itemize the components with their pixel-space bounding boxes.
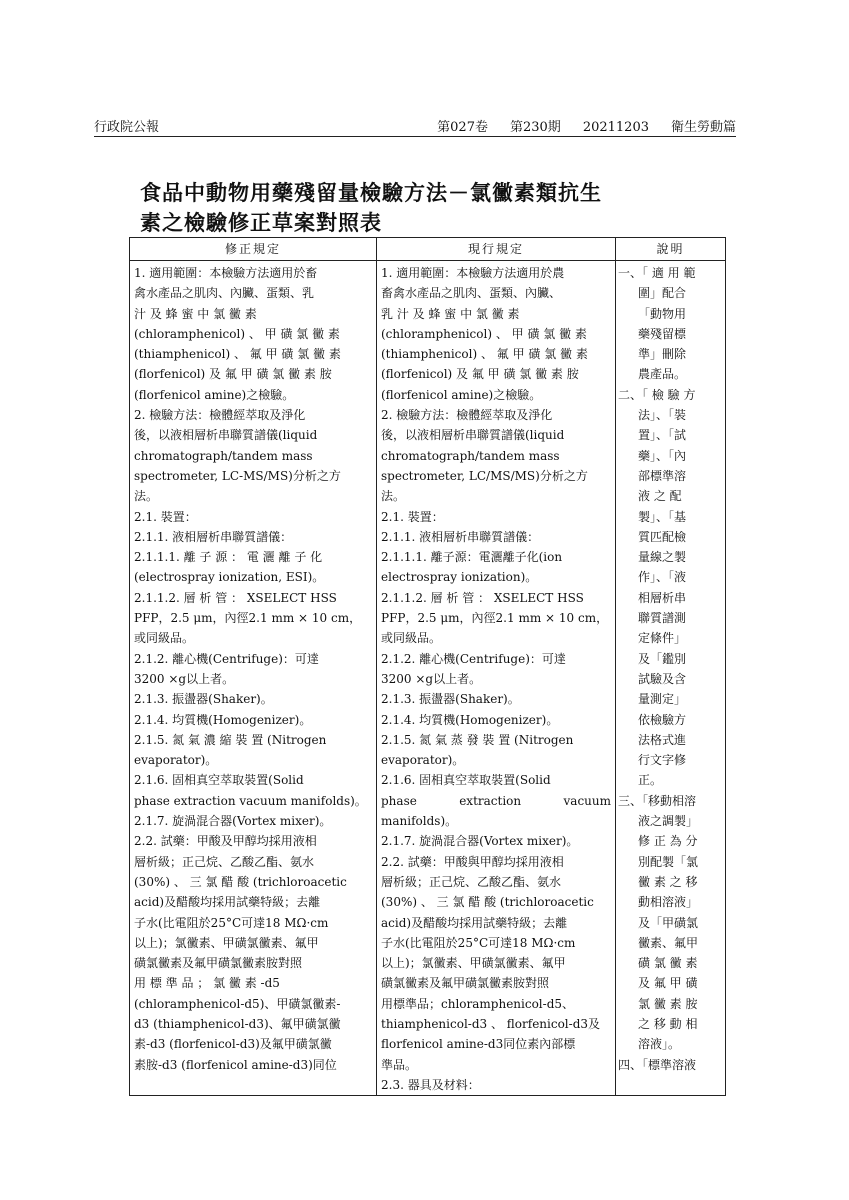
- gazette-name: 行政院公報: [94, 120, 160, 135]
- column-header-note: 說明: [616, 238, 726, 261]
- current-text-line: 1. 適用範圍：本檢驗方法適用於農: [381, 266, 565, 280]
- current-text-line: 準品。: [381, 1057, 418, 1072]
- revised-text-line: 2.1.4. 均質機(Homogenizer)。: [134, 712, 312, 727]
- revised-provisions-text: [130, 261, 376, 1075]
- revised-text-line: 素胺-d3 (florfenicol amine-d3)同位: [134, 1057, 337, 1072]
- current-text-line: 2.1.1.2. 層 析 管 ： XSELECT HSS: [381, 590, 584, 605]
- issue-number: 第230期: [509, 120, 561, 135]
- revised-text-line: 2.1.1.2. 層 析 管 ： XSELECT HSS: [134, 590, 337, 605]
- current-text-line: (30%) 、 三 氯 醋 酸 (trichloroacetic: [381, 895, 594, 910]
- revised-text-line: 2.1.3. 振盪器(Shaker)。: [134, 692, 273, 707]
- explanation-text-line: 量線之製: [638, 550, 687, 565]
- explanation-text-line: 正。: [638, 773, 663, 788]
- current-text-line: florfenicol amine-d3同位素內部標: [381, 1037, 576, 1052]
- explanation-text-line: 黴素、氟甲: [638, 935, 699, 950]
- revised-text-line: 2.1.2. 離心機(Centrifuge)：可達: [134, 651, 319, 666]
- revised-text-line: (30%) 、 三 氯 醋 酸 (trichloroacetic: [134, 874, 347, 889]
- revised-text-line: 層析級；正己烷、乙酸乙酯、氨水: [134, 854, 315, 869]
- current-text-line: (florfenicol) 及 氟 甲 磺 氯 黴 素 胺: [381, 367, 579, 382]
- explanation-cell: [616, 261, 726, 1096]
- table-body-row: [130, 261, 726, 1096]
- current-text-line: PFP，2.5 μm，內徑2.1 mm × 10 cm，: [381, 611, 609, 626]
- current-text-line: 後，以液相層析串聯質譜儀(liquid: [381, 428, 565, 443]
- current-text-line: (thiamphenicol) 、 氟 甲 磺 氯 黴 素: [381, 347, 588, 362]
- explanation-text-line: 及 氟 甲 磺: [638, 976, 698, 991]
- column-header-revised: 修正規定: [130, 238, 377, 261]
- current-text-line: 2. 檢驗方法：檢體經萃取及淨化: [381, 408, 553, 423]
- revised-text-line: phase extraction vacuum manifolds)。: [134, 793, 367, 808]
- section-name: 衛生勞動篇: [670, 120, 736, 135]
- explanation-text-line: 及「鑑別: [638, 651, 687, 666]
- current-text-line: 2.1.1.1. 離子源：電灑離子化(ion: [381, 550, 563, 565]
- revised-text-line: 汁 及 蜂 蜜 中 氯 黴 素: [134, 306, 257, 321]
- revised-text-line: 2.1.5. 氮 氣 濃 縮 裝 置 (Nitrogen: [134, 732, 327, 747]
- explanation-text-line: 行文字修: [638, 753, 687, 768]
- revised-text-line: 禽水產品之肌肉、內臟、蛋類、乳: [134, 286, 315, 301]
- explanation-text-line: 別配製「氯: [638, 854, 699, 869]
- gazette-header: [94, 116, 736, 137]
- revised-text-line: 或同級品。: [134, 631, 195, 646]
- revised-text-line: 後，以液相層析串聯質譜儀(liquid: [134, 428, 318, 443]
- revised-text-line: (florfenicol amine)之檢驗。: [134, 387, 295, 402]
- current-text-line: chromatograph/tandem mass: [381, 448, 560, 463]
- revised-text-line: 2.1. 裝置：: [134, 509, 197, 524]
- explanation-text-line: 試驗及含: [638, 671, 687, 686]
- explanation-text-line: 準」刪除: [638, 347, 687, 362]
- table-header-row: [130, 238, 726, 261]
- explanation-text-line: 農產品。: [638, 367, 687, 382]
- explanation-text-line: 相層析串: [638, 590, 687, 605]
- revised-text-line: 2.1.1.1. 離 子 源 ： 電 灑 離 子 化: [134, 550, 323, 565]
- explanation-text-line: 黴 素 之 移: [638, 874, 698, 889]
- revised-text-line: 2.1.1. 液相層析串聯質譜儀：: [134, 529, 293, 544]
- revised-text-line: 子水(比電阻於25°C可達18 MΩ·cm: [134, 915, 329, 930]
- explanation-text-line: 量測定」: [638, 692, 687, 707]
- explanation-text-line: 修 正 為 分: [638, 834, 698, 849]
- explanation-text-line: 依檢驗方: [638, 712, 687, 727]
- current-text-line: 2.1.2. 離心機(Centrifuge)：可達: [381, 651, 566, 666]
- revised-text-line: (chloramphenicol) 、 甲 磺 氯 黴 素: [134, 326, 340, 341]
- explanation-text-line: 液 之 配: [638, 489, 682, 504]
- current-text-line: thiamphenicol-d3 、 florfenicol-d3及: [381, 1016, 601, 1031]
- current-text-line: 磺氯黴素及氟甲磺氯黴素胺對照: [381, 976, 550, 991]
- explanation-text-line: 製」、「基: [638, 509, 687, 524]
- revised-text-line: 素-d3 (florfenicol-d3)及氟甲磺氯黴: [134, 1037, 332, 1052]
- current-text-line: 以上)；氯黴素、甲磺氯黴素、氟甲: [381, 956, 566, 971]
- explanation-text-line: 部標準溶: [638, 468, 687, 483]
- current-text-line: 2.1.1. 液相層析串聯質譜儀：: [381, 529, 540, 544]
- explanation-text-line: 藥」、「內: [638, 448, 687, 463]
- revised-text-line: 磺氯黴素及氟甲磺氯黴素胺對照: [134, 956, 303, 971]
- revised-text-line: 1. 適用範圍：本檢驗方法適用於畜: [134, 266, 318, 280]
- explanation-text-line: 「動物用: [638, 306, 687, 321]
- explanation-text-line: 及「甲磺氯: [638, 915, 699, 930]
- explanation-text-line: 磺 氯 黴 素: [638, 956, 698, 971]
- gazette-issue-info: [415, 116, 736, 135]
- current-text-line: electrospray ionization)。: [381, 570, 538, 585]
- revised-text-line: (electrospray ionization, ESI)。: [134, 570, 325, 585]
- revised-text-line: PFP，2.5 μm，內徑2.1 mm × 10 cm，: [134, 611, 362, 626]
- current-text-line: 法。: [381, 489, 406, 504]
- revised-text-line: (chloramphenicol-d5)、甲磺氯黴素-: [134, 996, 341, 1011]
- revised-text-line: 2.2. 試藥：甲酸及甲醇均採用液相: [134, 834, 317, 849]
- explanation-text-line: 液之調製」: [638, 814, 699, 829]
- current-text-line: 2.3. 器具及材料：: [381, 1077, 480, 1092]
- explanation-text-line: 一、「 適 用 範: [618, 266, 696, 280]
- explanation-text-line: 法格式進: [638, 732, 687, 747]
- column-header-current: 現行規定: [377, 238, 616, 261]
- revised-text-line: (thiamphenicol) 、 氟 甲 磺 氯 黴 素: [134, 347, 341, 362]
- explanation-text-line: 二、「 檢 驗 方: [618, 387, 696, 402]
- explanation-text-line: 動相溶液」: [638, 895, 699, 910]
- current-text-line: spectrometer, LC/MS/MS)分析之方: [381, 468, 588, 483]
- current-text-line: (florfenicol amine)之檢驗。: [381, 387, 542, 402]
- volume-number: 第027卷: [437, 120, 488, 135]
- current-text-line: 3200 ×g以上者。: [381, 671, 482, 686]
- revised-text-line: 法。: [134, 489, 159, 504]
- current-text-line: 乳 汁 及 蜂 蜜 中 氯 黴 素: [381, 306, 520, 321]
- current-text-line: 2.1. 裝置：: [381, 509, 444, 524]
- explanation-text-line: 之 移 動 相: [638, 1016, 698, 1031]
- revised-text-line: evaporator)。: [134, 753, 218, 768]
- current-provisions-text: [377, 261, 615, 1095]
- publish-date: 20211203: [582, 120, 649, 135]
- explanation-text-line: 聯質譜測: [638, 611, 687, 626]
- revised-text-line: 3200 ×g以上者。: [134, 671, 235, 686]
- explanation-text: [616, 261, 725, 1075]
- explanation-text-line: 圍」配合: [638, 286, 687, 301]
- explanation-text-line: 溶液」。: [638, 1037, 681, 1052]
- explanation-text-line: 質匹配檢: [638, 529, 687, 544]
- comparison-table: [129, 237, 726, 1096]
- current-text-line: 2.1.5. 氮 氣 蒸 發 裝 置 (Nitrogen: [381, 732, 574, 747]
- current-text-line: 2.1.4. 均質機(Homogenizer)。: [381, 712, 559, 727]
- current-text-line: phase extraction vacuum manifolds)。: [381, 793, 611, 829]
- title-line-2: 素之檢驗修正草案對照表: [140, 210, 382, 235]
- explanation-text-line: 三、「移動相溶: [618, 793, 697, 808]
- current-text-line: acid)及醋酸均採用試藥特級；去離: [381, 915, 568, 930]
- current-text-line: 畜禽水產品之肌肉、蛋類、內臟、: [381, 286, 562, 301]
- current-text-line: evaporator)。: [381, 753, 465, 768]
- document-title: [140, 178, 720, 238]
- explanation-text-line: 氯 黴 素 胺: [638, 996, 698, 1011]
- revised-provisions-cell: [130, 261, 377, 1096]
- revised-text-line: 2.1.6. 固相真空萃取裝置(Solid: [134, 773, 304, 788]
- explanation-text-line: 四、「標準溶液: [618, 1057, 697, 1072]
- revised-text-line: 用 標 準 品 ； 氯 黴 素 -d5: [134, 976, 280, 991]
- explanation-text-line: 定條件」: [638, 631, 687, 646]
- revised-text-line: chromatograph/tandem mass: [134, 448, 313, 463]
- revised-text-line: 2. 檢驗方法：檢體經萃取及淨化: [134, 408, 306, 423]
- current-text-line: 層析級；正己烷、乙酸乙酯、氨水: [381, 874, 562, 889]
- explanation-text-line: 作」、「液: [638, 570, 687, 585]
- revised-text-line: d3 (thiamphenicol-d3)、氟甲磺氯黴: [134, 1016, 341, 1031]
- current-text-line: 2.1.6. 固相真空萃取裝置(Solid: [381, 773, 551, 788]
- explanation-text-line: 置」、「試: [638, 428, 687, 443]
- current-text-line: 2.2. 試藥：甲酸與甲醇均採用液相: [381, 854, 564, 869]
- current-text-line: (chloramphenicol) 、 甲 磺 氯 黴 素: [381, 326, 587, 341]
- revised-text-line: (florfenicol) 及 氟 甲 磺 氯 黴 素 胺: [134, 367, 332, 382]
- revised-text-line: spectrometer, LC-MS/MS)分析之方: [134, 468, 341, 483]
- current-text-line: 用標準品；chloramphenicol-d5、: [381, 996, 575, 1011]
- revised-text-line: 2.1.7. 旋渦混合器(Vortex mixer)。: [134, 814, 332, 829]
- current-text-line: 2.1.7. 旋渦混合器(Vortex mixer)。: [381, 834, 579, 849]
- current-text-line: 或同級品。: [381, 631, 442, 646]
- current-text-line: 子水(比電阻於25°C可達18 MΩ·cm: [381, 935, 576, 950]
- current-provisions-cell: [377, 261, 616, 1096]
- explanation-text-line: 藥殘留標: [638, 326, 687, 341]
- revised-text-line: acid)及醋酸均採用試藥特級；去離: [134, 895, 321, 910]
- current-text-line: 2.1.3. 振盪器(Shaker)。: [381, 692, 520, 707]
- explanation-text-line: 法」、「裝: [638, 408, 687, 423]
- revised-text-line: 以上)；氯黴素、甲磺氯黴素、氟甲: [134, 935, 319, 950]
- title-line-1: 食品中動物用藥殘留量檢驗方法－氯黴素類抗生: [140, 180, 602, 205]
